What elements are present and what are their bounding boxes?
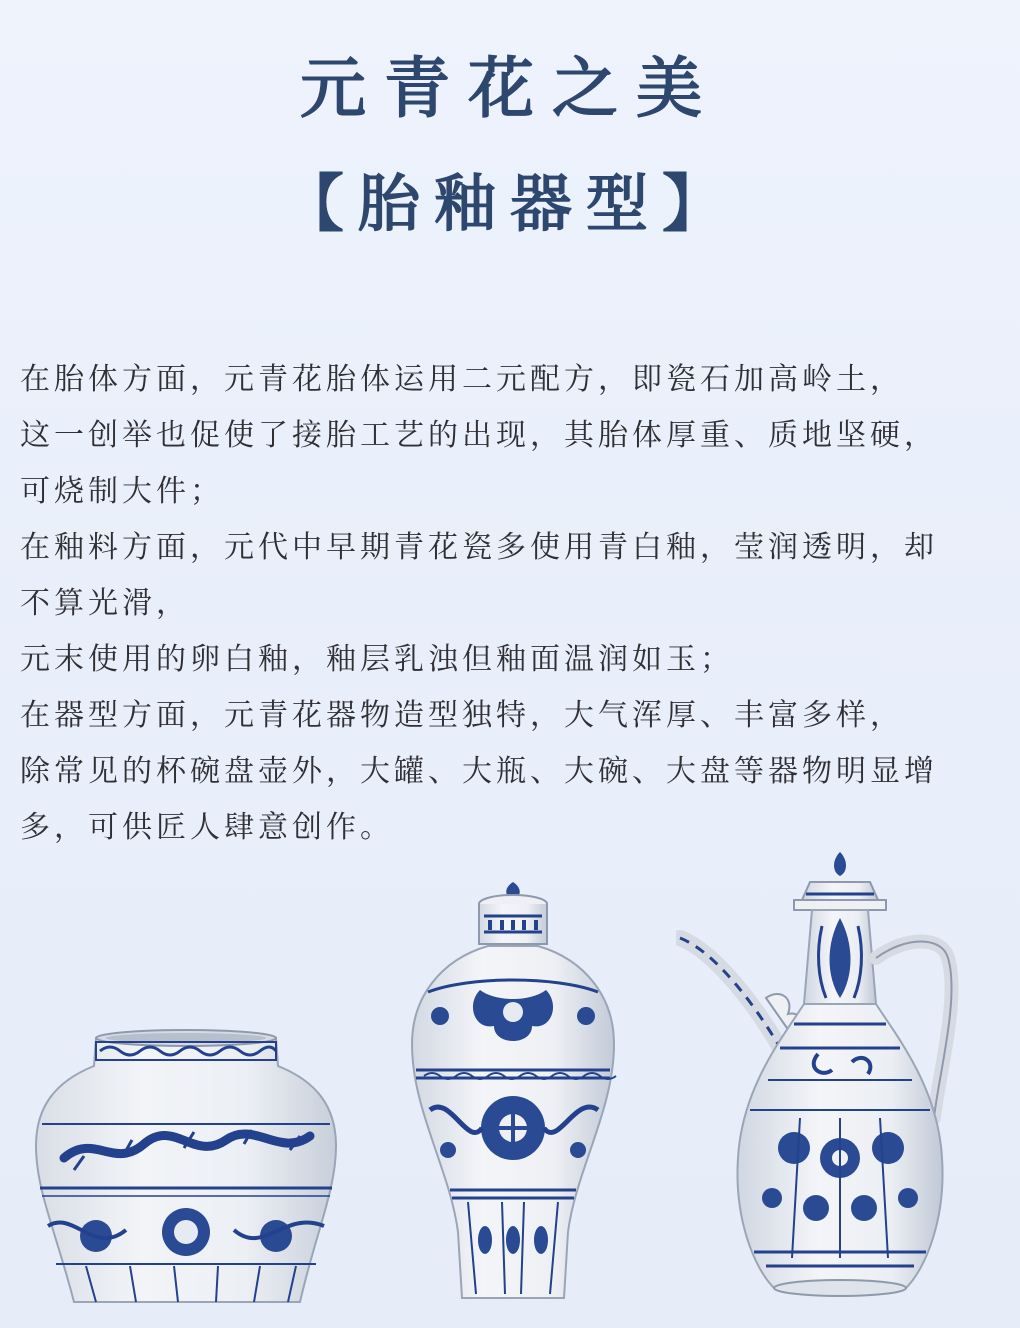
ewer-icon (676, 848, 976, 1302)
page-title: 元青花之美 (300, 49, 720, 127)
text-line-6: 元末使用的卵白釉，釉层乳浊但釉面温润如玉； (20, 642, 734, 677)
text-line-4: 在釉料方面，元代中早期青花瓷多使用青白釉，莹润透明，却 (20, 530, 938, 565)
text-line-7: 在器型方面，元青花器物造型独特，大气浑厚、丰富多样， (20, 698, 904, 733)
page-subtitle: 【胎釉器型】 (281, 167, 738, 240)
text-line-3: 可烧制大件； (20, 474, 224, 509)
text-line-8: 除常见的杯碗盘壶外，大罐、大瓶、大碗、大盘等器物明显增 (20, 754, 938, 789)
jar-icon (34, 1020, 338, 1312)
article-text (20, 352, 1000, 856)
text-line-5: 不算光滑， (20, 586, 190, 621)
text-line-2: 这一创举也促使了接胎工艺的出现，其胎体厚重、质地坚硬， (20, 418, 938, 453)
text-line-1: 在胎体方面，元青花胎体运用二元配方，即瓷石加高岭土， (20, 362, 904, 397)
text-line-9: 多，可供匠人肆意创作。 (20, 810, 394, 845)
meiping-vase-icon (410, 880, 620, 1300)
